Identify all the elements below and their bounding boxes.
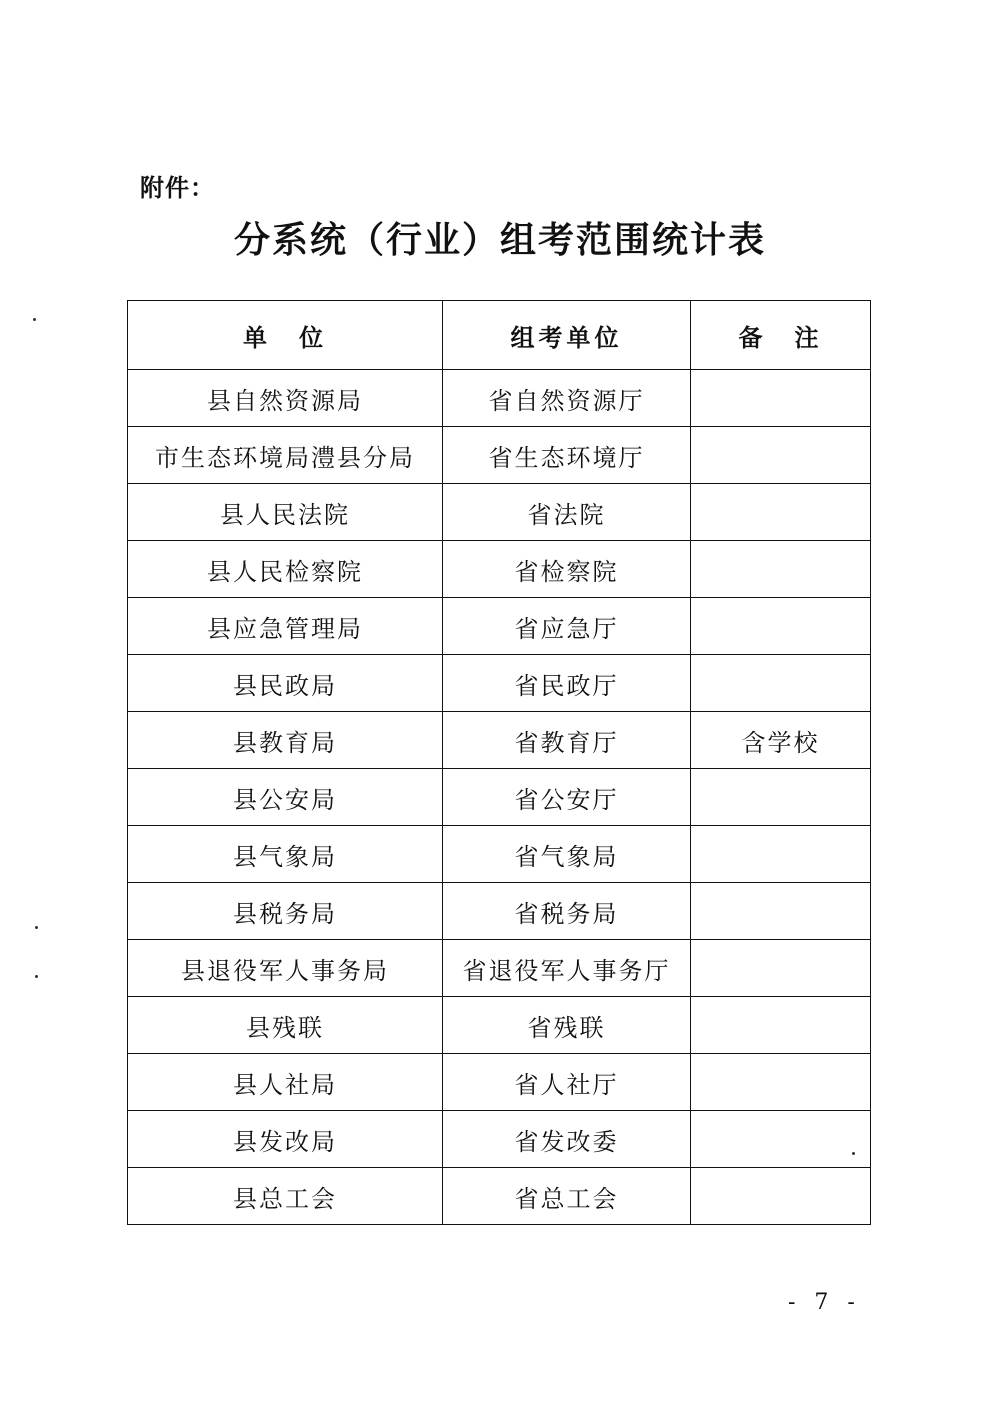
table-row — [128, 598, 871, 655]
cell-unit: 县公安局 — [128, 769, 443, 826]
table-row — [128, 484, 871, 541]
cell-exam-org: 省法院 — [443, 484, 691, 541]
cell-unit: 县人社局 — [128, 1054, 443, 1111]
table-row — [128, 427, 871, 484]
cell-exam-org: 省公安厅 — [443, 769, 691, 826]
cell-unit: 县总工会 — [128, 1168, 443, 1225]
table-row — [128, 712, 871, 769]
document-title: 分系统（行业）组考范围统计表 — [233, 220, 766, 261]
cell-note — [691, 769, 871, 826]
cell-note — [691, 655, 871, 712]
attachment-label: 附件： — [140, 174, 215, 202]
table-row — [128, 940, 871, 997]
cell-exam-org: 省教育厅 — [443, 712, 691, 769]
cell-note — [691, 541, 871, 598]
scan-speck — [33, 318, 36, 321]
header-unit: 单 位 — [128, 301, 443, 370]
cell-unit: 市生态环境局澧县分局 — [128, 427, 443, 484]
table-row — [128, 826, 871, 883]
cell-unit: 县应急管理局 — [128, 598, 443, 655]
cell-note — [691, 370, 871, 427]
table-row — [128, 655, 871, 712]
table-row — [128, 883, 871, 940]
cell-note — [691, 427, 871, 484]
table-row — [128, 1168, 871, 1225]
table-row — [128, 541, 871, 598]
cell-exam-org: 省残联 — [443, 997, 691, 1054]
table-row — [128, 997, 871, 1054]
cell-unit: 县气象局 — [128, 826, 443, 883]
page-number: - 7 - — [788, 1290, 861, 1315]
table-header-row — [128, 301, 871, 370]
cell-unit: 县税务局 — [128, 883, 443, 940]
table-row — [128, 769, 871, 826]
cell-unit: 县残联 — [128, 997, 443, 1054]
cell-exam-org: 省自然资源厅 — [443, 370, 691, 427]
cell-unit: 县退役军人事务局 — [128, 940, 443, 997]
table-row — [128, 1111, 871, 1168]
cell-unit: 县人民法院 — [128, 484, 443, 541]
cell-exam-org: 省税务局 — [443, 883, 691, 940]
cell-exam-org: 省退役军人事务厅 — [443, 940, 691, 997]
scan-speck — [35, 926, 38, 929]
table-row — [128, 370, 871, 427]
cell-exam-org: 省发改委 — [443, 1111, 691, 1168]
cell-unit: 县人民检察院 — [128, 541, 443, 598]
cell-note — [691, 598, 871, 655]
table-row — [128, 1054, 871, 1111]
cell-exam-org: 省民政厅 — [443, 655, 691, 712]
cell-exam-org: 省总工会 — [443, 1168, 691, 1225]
cell-unit: 县民政局 — [128, 655, 443, 712]
cell-note — [691, 997, 871, 1054]
cell-note — [691, 940, 871, 997]
scan-speck — [852, 1152, 855, 1155]
table-body — [128, 370, 871, 1225]
cell-note — [691, 484, 871, 541]
header-note: 备 注 — [691, 301, 871, 370]
cell-exam-org: 省生态环境厅 — [443, 427, 691, 484]
cell-note — [691, 1168, 871, 1225]
cell-note — [691, 1054, 871, 1111]
cell-exam-org: 省检察院 — [443, 541, 691, 598]
cell-unit: 县发改局 — [128, 1111, 443, 1168]
header-exam-org: 组考单位 — [443, 301, 691, 370]
cell-exam-org: 省气象局 — [443, 826, 691, 883]
cell-unit: 县教育局 — [128, 712, 443, 769]
cell-note — [691, 826, 871, 883]
cell-unit: 县自然资源局 — [128, 370, 443, 427]
scope-statistics-table — [127, 300, 871, 1225]
cell-exam-org: 省应急厅 — [443, 598, 691, 655]
cell-note — [691, 1111, 871, 1168]
scan-speck — [35, 975, 38, 978]
cell-exam-org: 省人社厅 — [443, 1054, 691, 1111]
cell-note: 含学校 — [691, 712, 871, 769]
cell-note — [691, 883, 871, 940]
